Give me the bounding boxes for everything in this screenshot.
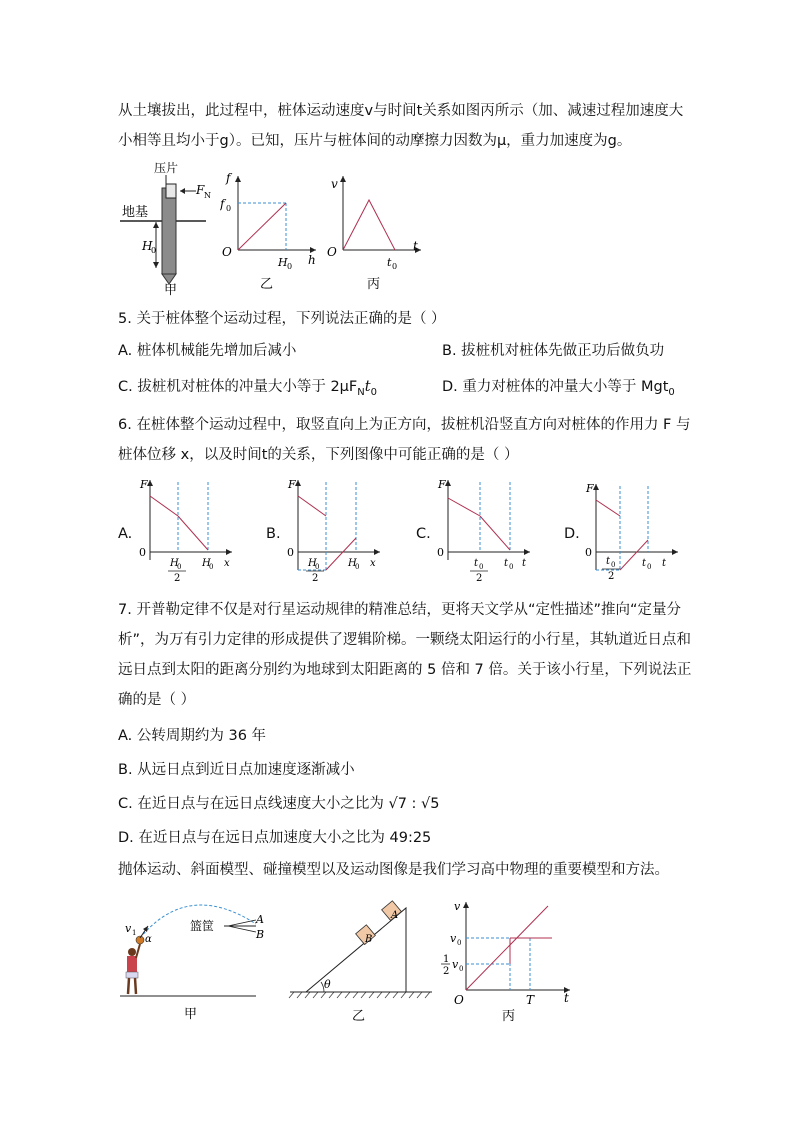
yapian-label: 压片: [154, 161, 179, 175]
two: 2: [608, 571, 615, 582]
q6-graph-b: [284, 474, 394, 582]
h0: H: [348, 558, 357, 569]
a-point-label: A: [256, 913, 264, 926]
t-axis-label: t: [413, 239, 418, 253]
q7-option-b: B. 从远日点到近日点加速度逐渐减小: [118, 762, 355, 778]
t0-sub: 0: [647, 563, 652, 571]
t-period-label: T: [526, 993, 535, 1007]
diji-label: 地基: [122, 205, 149, 220]
q6-line-1: 6. 在桩体整个运动过程中，取竖直向上为正方向，拔桩机沿竖直方向对桩体的作用力 F 与: [118, 417, 691, 433]
q5-option-b: B. 拔桩机对桩体先做正功后做负功: [442, 343, 665, 359]
figure-yi-incline: [286, 898, 436, 1024]
h0-label: H: [142, 239, 153, 253]
origin-label: O: [222, 245, 232, 259]
f-axis: F: [438, 478, 446, 491]
block-a-label: A: [391, 910, 399, 921]
h0-sub: 0: [209, 563, 214, 571]
half-v0-sub: 0: [459, 965, 464, 973]
q7-line-4: 确的是（ ）: [118, 692, 196, 708]
q5-option-d: D. 重力对桩体的冲量大小等于 Mgt$_0$: [442, 379, 675, 398]
jia-caption: 甲: [184, 1007, 198, 1022]
t0-tick-sub: 0: [392, 262, 398, 271]
origin-label: O: [454, 993, 464, 1007]
q6-label-d: D.: [564, 526, 580, 542]
block-b-label: B: [365, 934, 373, 945]
t-axis-label: t: [564, 991, 569, 1005]
figure-bing-v-t-two-lines: [440, 898, 575, 1024]
q6-label-a: A.: [118, 526, 133, 542]
yi-caption: 乙: [260, 277, 274, 292]
q7-line-3: 远日点到太阳的距离分别约为地球到太阳距离的 5 倍和 7 倍。关于该小行星，下列说法正: [118, 662, 692, 678]
h0-tick-label: H: [278, 256, 288, 269]
t0: t: [606, 556, 611, 567]
b-point-label: B: [256, 928, 265, 941]
h0-tick-sub: 0: [287, 262, 293, 271]
f0-label: f: [220, 197, 225, 211]
figure-bing-v-t-graph: [325, 170, 425, 292]
x-axis: x: [224, 558, 230, 569]
q5-stem: 5. 关于桩体整个运动过程，下列说法正确的是（ ）: [118, 311, 446, 327]
theta-label: θ: [324, 978, 331, 991]
half-den: 2: [443, 966, 450, 977]
h0: H: [202, 558, 211, 569]
alpha-label: α: [145, 934, 152, 945]
q7-option-a: A. 公转周期约为 36 年: [118, 728, 267, 744]
intro-line-1: 从土壤拔出，此过程中，桩体运动速度v与时间t关系如图丙所示（加、减速过程加速度大: [118, 103, 684, 119]
v1-label: v: [125, 922, 132, 935]
fn-label: F: [196, 183, 205, 197]
two: 2: [174, 573, 181, 582]
jia-caption: 甲: [164, 283, 178, 296]
h-axis-label: h: [308, 253, 316, 267]
t0-sub: 0: [479, 563, 484, 571]
q7-option-d: D. 在近日点与在远日点加速度大小之比为 49:25: [118, 830, 432, 846]
figure-yi-f-h-graph: [220, 170, 320, 292]
figure-jia-basketball: [118, 890, 268, 1022]
zero: 0: [585, 546, 592, 559]
q6-label-c: C.: [416, 526, 431, 542]
v-axis-label: v: [331, 177, 338, 191]
origin-label: O: [327, 245, 337, 259]
h0-sub: 0: [151, 246, 157, 255]
two: 2: [476, 573, 483, 582]
q7-line-1: 7. 开普勒定律不仅是对行星运动规律的精准总结，更将天文学从“定性描述”推向“定量分: [118, 602, 681, 618]
h0: H: [308, 558, 317, 569]
fn-sub: N: [204, 191, 211, 200]
q5-option-c: C. 拔桩机对桩体的冲量大小等于 $2\mu F_Nt_0$: [118, 379, 377, 398]
half-num: 1: [443, 954, 450, 965]
t0-sub: 0: [509, 563, 514, 571]
t-axis: t: [522, 558, 527, 569]
intro-line-2: 小相等且均小于g）。已知，压片与桩体间的动摩擦力因数为μ，重力加速度为g。: [118, 133, 632, 149]
zero: 0: [287, 546, 294, 559]
q6-label-b: B.: [266, 526, 281, 542]
h0: H: [170, 558, 179, 569]
zero: 0: [139, 546, 146, 559]
outro-line: 抛体运动、斜面模型、碰撞模型以及运动图像是我们学习高中物理的重要模型和方法。: [118, 862, 669, 878]
q6-line-2: 桩体位移 x，以及时间t的关系，下列图像中可能正确的是（ ）: [118, 447, 519, 463]
q5-option-a: A. 桩体机械能先增加后减小: [118, 343, 297, 359]
yi-caption: 乙: [352, 1009, 366, 1024]
t0-sub: 0: [611, 561, 616, 569]
h0-sub: 0: [315, 563, 320, 571]
x-axis: x: [370, 558, 376, 569]
zero: 0: [437, 546, 444, 559]
q7-line-2: 析”，为万有引力定律的形成提供了逻辑阶梯。一颗绕太阳运行的小行星，其轨道近日点和: [118, 632, 692, 648]
v1-sub: 1: [132, 929, 137, 937]
bing-caption: 丙: [502, 1009, 516, 1024]
v0-label: v: [450, 932, 457, 945]
two: 2: [312, 573, 319, 582]
q6-graph-a: [136, 474, 246, 582]
q6-graph-d: [582, 478, 692, 582]
t0: t: [504, 558, 509, 569]
v0-sub: 0: [457, 939, 462, 947]
h0-sub: 0: [355, 563, 360, 571]
f0-sub: 0: [226, 204, 232, 213]
h0-sub: 0: [177, 563, 182, 571]
t0: t: [642, 558, 647, 569]
t0: t: [474, 558, 479, 569]
q7-option-c: C. 在近日点与在远日点线速度大小之比为 √7 : √5: [118, 796, 440, 812]
lankuang-label: 篮筐: [190, 919, 215, 933]
t-axis: t: [662, 558, 667, 569]
f-axis-label: f: [226, 171, 231, 185]
q6-graph-c: [434, 474, 544, 582]
figure-jia-pile: [118, 158, 228, 296]
half-v0-label: v: [452, 958, 459, 971]
f-axis: F: [140, 478, 148, 491]
f-axis: F: [288, 478, 296, 491]
f-axis: F: [586, 482, 594, 495]
bing-caption: 丙: [367, 277, 381, 292]
v-axis-label: v: [454, 900, 461, 913]
t0-tick-label: t: [387, 256, 392, 269]
